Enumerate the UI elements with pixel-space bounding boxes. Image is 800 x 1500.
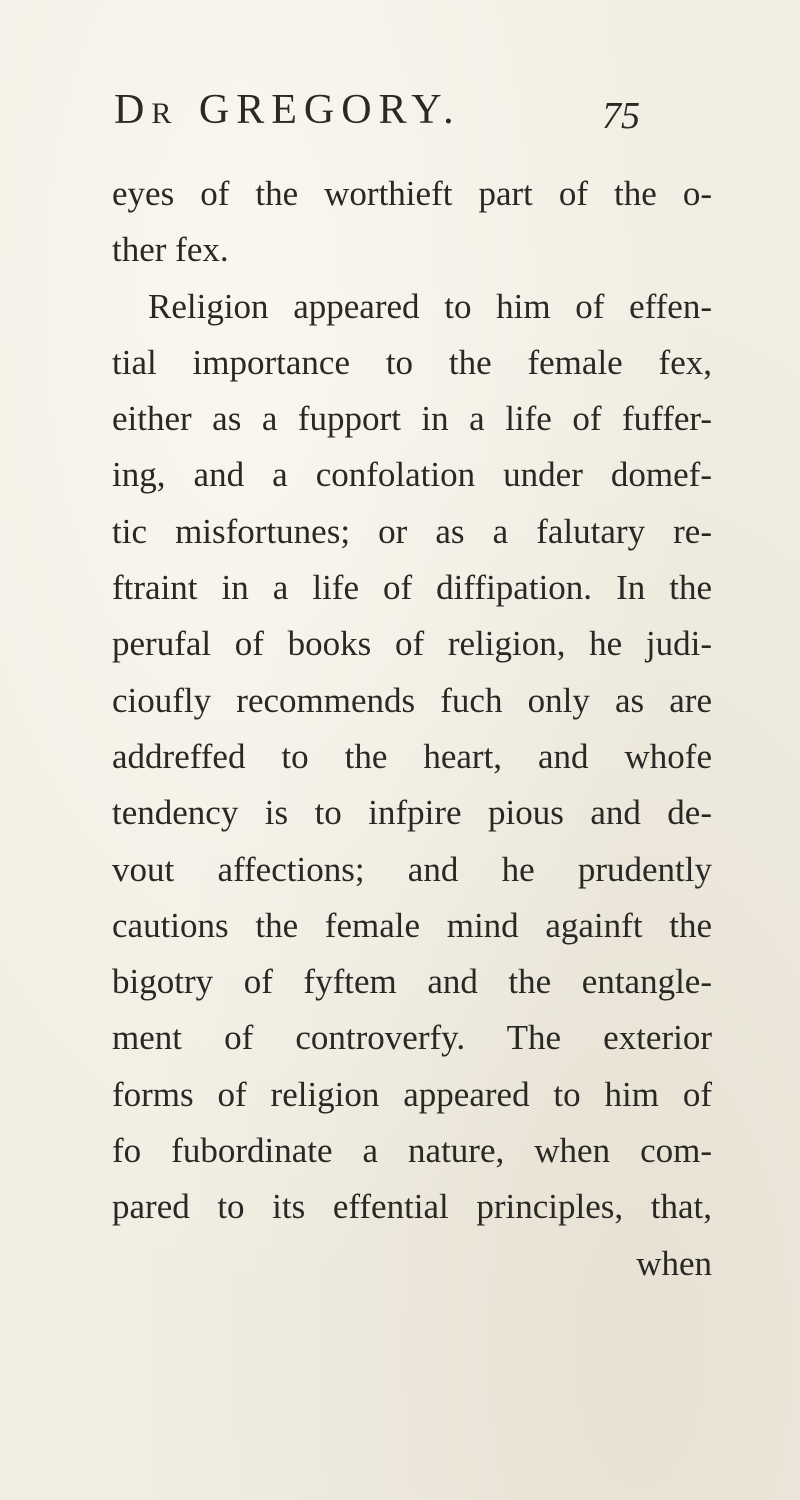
text-line: ther fex. [112,230,229,270]
text-line: ment of controverfy. The exterior [112,1018,712,1058]
text-line: tic misfortunes; or as a falutary re- [112,511,712,551]
title-name: GREGORY. [198,87,461,133]
title-letter-d: D [114,87,152,133]
text-line: tendency is to infpire pious and de- [112,793,712,833]
text-line: cautions the female mind againft the [112,905,712,945]
running-head-title [114,80,461,144]
text-line: tial importance to the female fex, [112,342,712,382]
running-head [0,80,800,140]
catchword: when [636,1243,712,1283]
page-number: 75 [602,95,640,137]
text-line: forms of religion appeared to him of [112,1074,712,1114]
text-line: eyes of the worthieft part of the o- [112,174,712,213]
text-line: Religion appeared to him of effen- [148,286,712,326]
text-line: cioufly recommends fuch only as are [112,680,712,720]
text-line: perufal of books of religion, he judi- [112,624,712,664]
text-line: vout affections; and he prudently [112,849,712,889]
text-line: fo fubordinate a nature, when com- [112,1131,712,1171]
text-line: bigotry of fyftem and the entangle- [112,962,712,1002]
text-line: addreffed to the heart, and whofe [112,736,712,776]
text-line: pared to its effential principles, that, [112,1187,712,1227]
text-line: ing, and a confolation under domef- [112,455,712,495]
body-text [112,166,712,1292]
title-letter-r: R [151,97,182,130]
text-line: either as a fupport in a life of fuffer- [112,399,712,439]
text-line: ftraint in a life of diffipation. In the [112,568,712,608]
